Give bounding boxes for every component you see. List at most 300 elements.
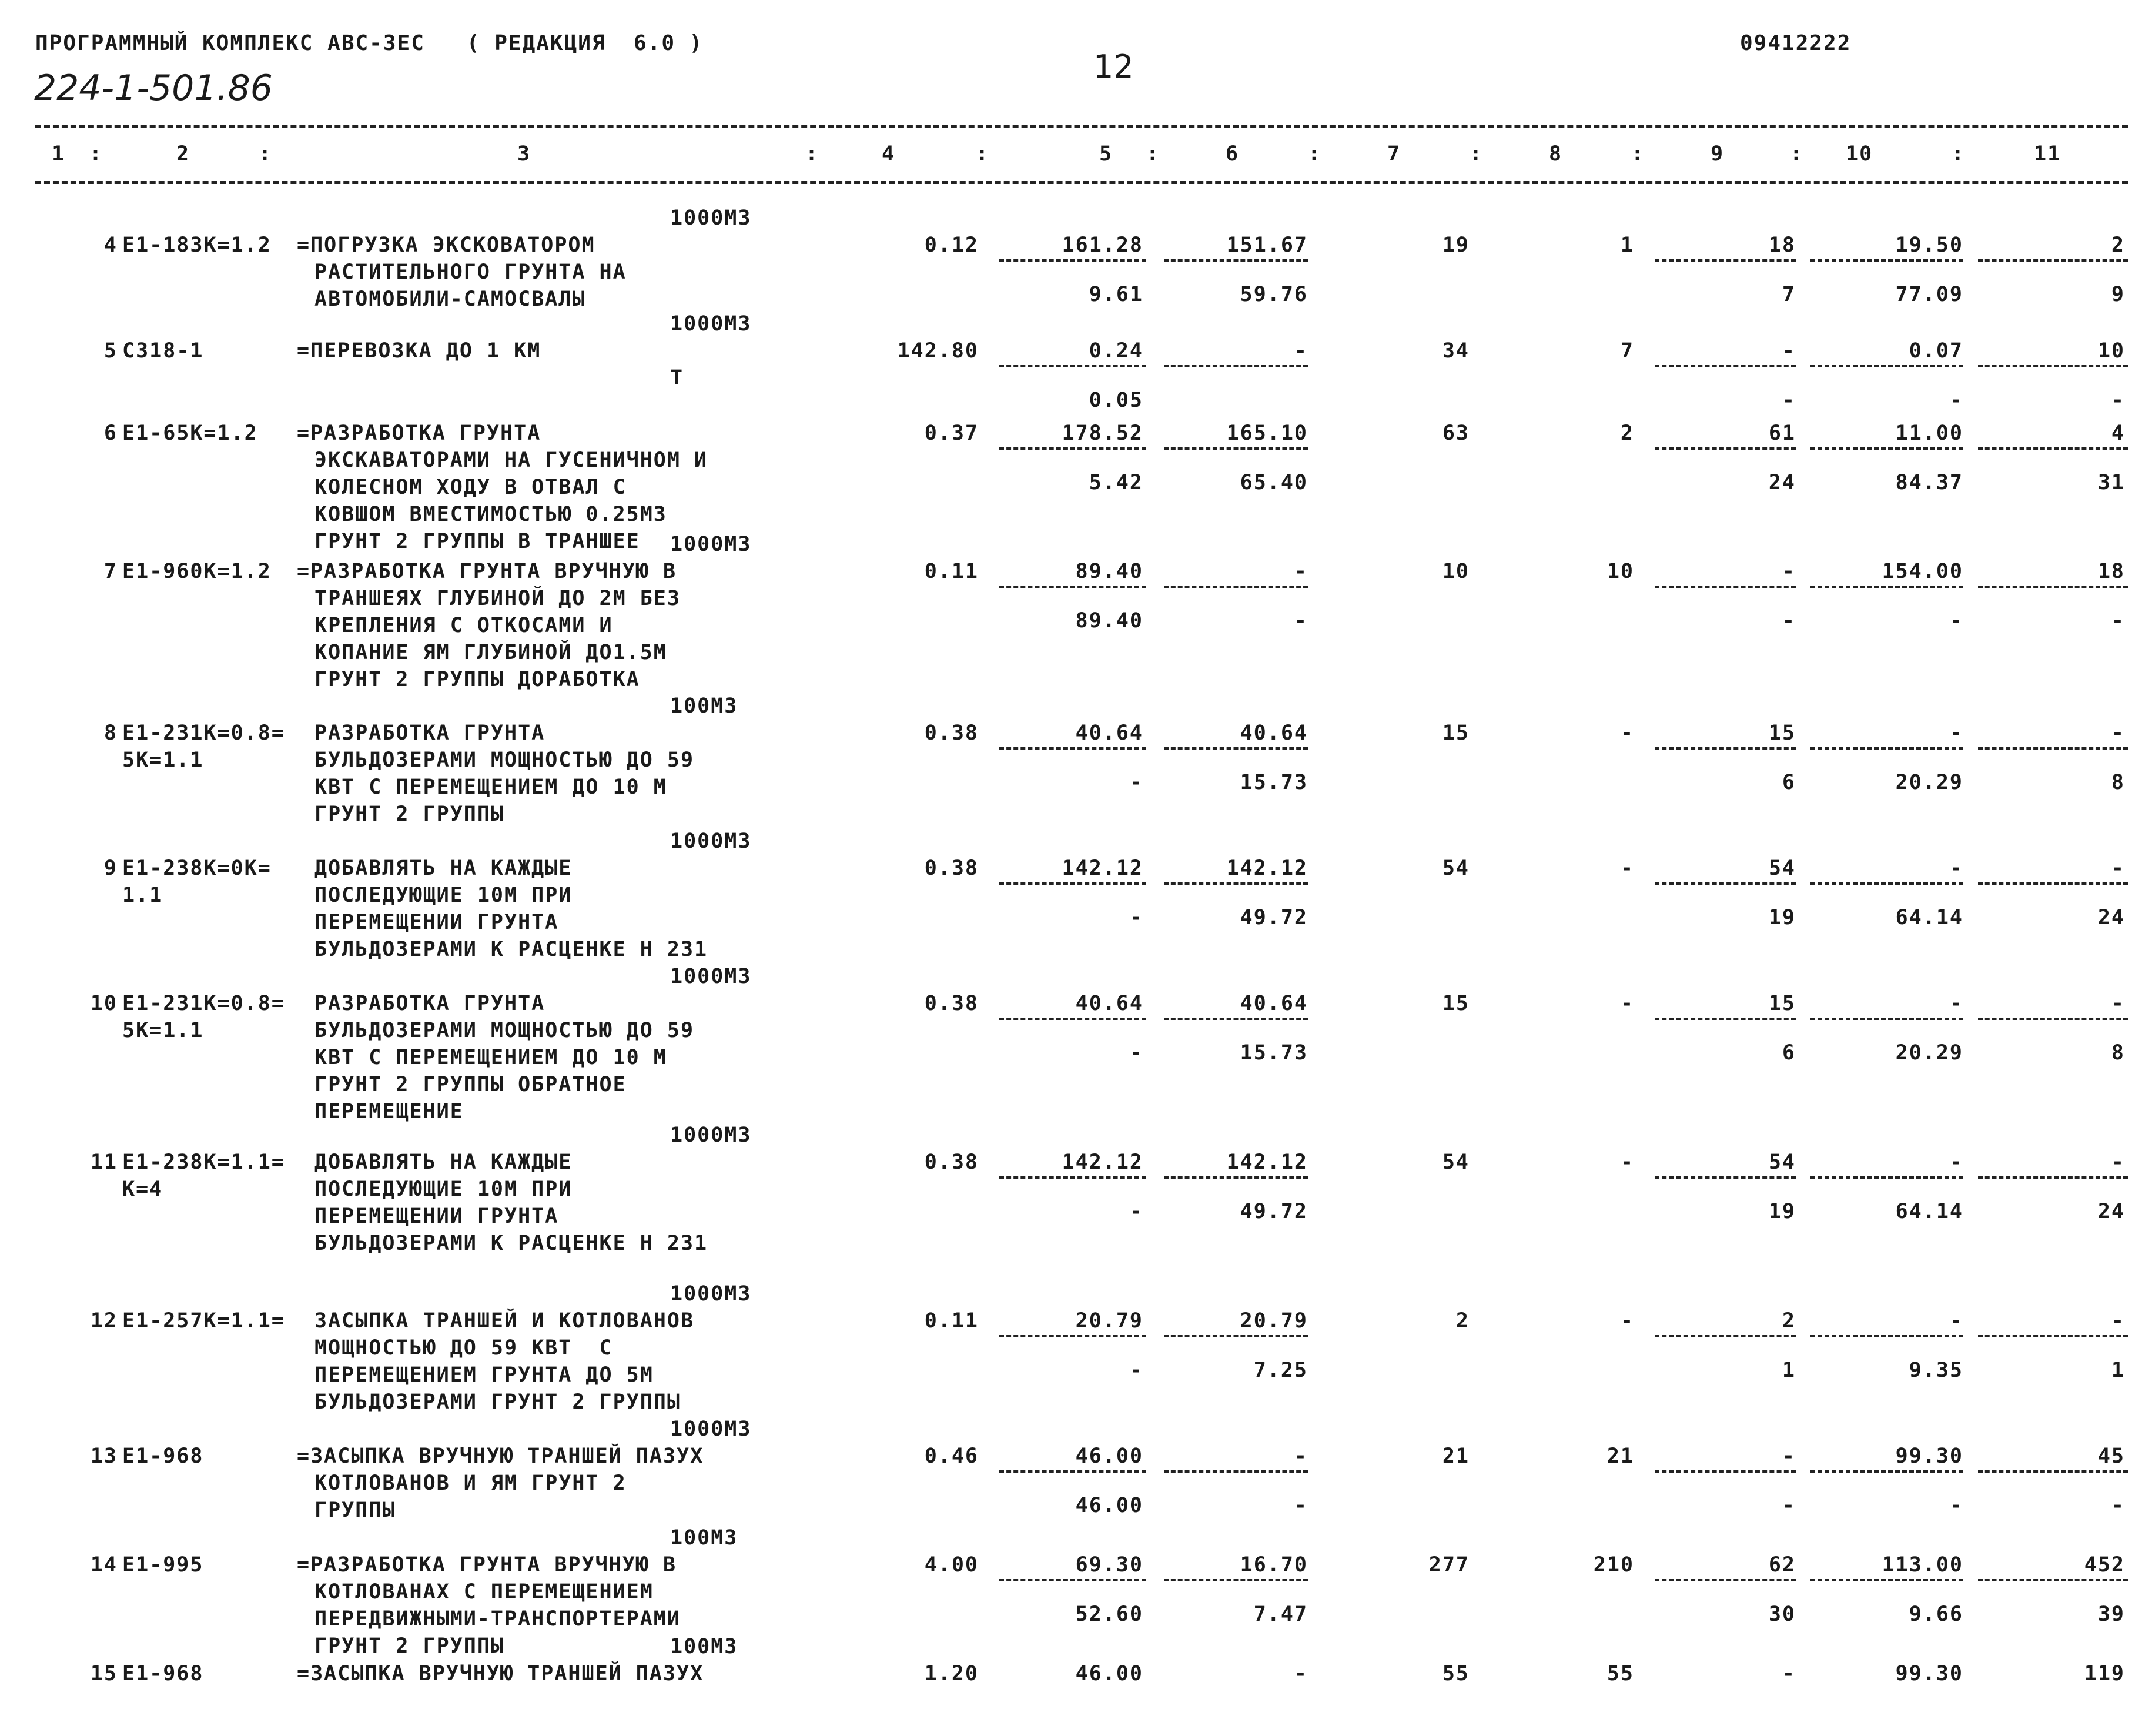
cost-unit-total: 178.52 bbox=[1062, 422, 1143, 445]
col7-value: 34 bbox=[1442, 339, 1470, 363]
col-sep: : bbox=[259, 142, 273, 166]
col7-value: 15 bbox=[1442, 721, 1470, 745]
col-header-3: 3 bbox=[517, 142, 531, 166]
col10-value: - bbox=[1949, 857, 1963, 880]
cost-unit-machine-wages: 7.47 bbox=[1253, 1603, 1308, 1626]
cost-unit-machines: - bbox=[1294, 339, 1308, 363]
value-separator bbox=[1978, 747, 2128, 750]
unit-label: 1000М3 bbox=[670, 829, 752, 853]
value-separator bbox=[1810, 447, 1963, 450]
col7-value: 15 bbox=[1442, 992, 1470, 1015]
col-sep: : bbox=[1790, 142, 1804, 166]
value-separator bbox=[1164, 586, 1308, 588]
value-separator bbox=[999, 1470, 1146, 1473]
col9-value: 61 bbox=[1768, 422, 1796, 445]
work-description-line: ГРУППЫ bbox=[314, 1498, 396, 1522]
work-description-line: КОТЛОВАНОВ И ЯМ ГРУНТ 2 bbox=[314, 1471, 627, 1495]
value-separator bbox=[1810, 1579, 1963, 1581]
col9-lower-value: 30 bbox=[1768, 1603, 1796, 1626]
unit-label: 1000М3 bbox=[670, 1123, 752, 1147]
value-separator bbox=[1810, 1176, 1963, 1179]
value-separator bbox=[1810, 747, 1963, 750]
col10-lower-value: 64.14 bbox=[1895, 906, 1963, 929]
work-description-line: ПЕРЕМЕЩЕНИИ ГРУНТА bbox=[314, 1205, 559, 1228]
cost-unit-wages: 0.05 bbox=[1089, 389, 1143, 412]
cost-unit-wages: - bbox=[1129, 1041, 1143, 1065]
col10-lower-value: 84.37 bbox=[1895, 471, 1963, 494]
col10-value: - bbox=[1949, 1309, 1963, 1333]
unit-label: 1000М3 bbox=[670, 312, 752, 336]
norm-code-continued: 5К=1.1 bbox=[122, 748, 204, 772]
col7-value: 54 bbox=[1442, 857, 1470, 880]
norm-code: Е1-968 bbox=[122, 1662, 204, 1685]
unit-label: 100М3 bbox=[670, 1635, 738, 1658]
work-description-line: РАЗРАБОТКА ГРУНТА bbox=[314, 721, 545, 745]
work-description-line: БУЛЬДОЗЕРАМИ МОЩНОСТЬЮ ДО 59 bbox=[314, 748, 695, 772]
program-title: ПРОГРАММНЫЙ КОМПЛЕКС АВС-3ЕС ( РЕДАКЦИЯ 6.0 ) bbox=[35, 31, 704, 55]
row-number: 10 bbox=[90, 992, 118, 1015]
col11-lower-value: 1 bbox=[2111, 1359, 2125, 1382]
col7-value: 19 bbox=[1442, 233, 1470, 257]
work-description-line: ПОСЛЕДУЮЩИЕ 10М ПРИ bbox=[314, 884, 573, 907]
col11-lower-value: 39 bbox=[2097, 1603, 2125, 1626]
work-description-line: ПЕРЕМЕЩЕНИЕ bbox=[314, 1100, 464, 1123]
value-separator bbox=[1810, 365, 1963, 367]
work-description-line: КОВШОМ ВМЕСТИМОСТЬЮ 0.25М3 bbox=[314, 503, 667, 526]
work-description-line: БУЛЬДОЗЕРАМИ МОЩНОСТЬЮ ДО 59 bbox=[314, 1019, 695, 1042]
col10-value: - bbox=[1949, 1150, 1963, 1174]
work-description-line: ГРУНТ 2 ГРУППЫ bbox=[314, 1634, 505, 1658]
work-description-line: ГРУНТ 2 ГРУППЫ В ТРАНШЕЕ bbox=[314, 530, 640, 553]
col10-value: 113.00 bbox=[1882, 1553, 1963, 1577]
work-description-line: МОЩНОСТЬЮ ДО 59 КВТ С bbox=[314, 1336, 613, 1360]
cost-unit-total: 69.30 bbox=[1075, 1553, 1143, 1577]
col8-value: - bbox=[1620, 857, 1634, 880]
cost-unit-machines: - bbox=[1294, 1444, 1308, 1468]
col11-value: 18 bbox=[2097, 560, 2125, 583]
col11-lower-value: - bbox=[2111, 389, 2125, 412]
col9-lower-value: 19 bbox=[1768, 1200, 1796, 1223]
col8-value: - bbox=[1620, 1150, 1634, 1174]
col9-value: 54 bbox=[1768, 1150, 1796, 1174]
row-number: 11 bbox=[90, 1150, 118, 1174]
work-description-line: ЗАСЫПКА ТРАНШЕЙ И КОТЛОВАНОВ bbox=[314, 1309, 695, 1333]
col11-value: - bbox=[2111, 857, 2125, 880]
cost-unit-machines: 142.12 bbox=[1226, 1150, 1308, 1174]
work-description-line: =ЗАСЫПКА ВРУЧНУЮ ТРАНШЕЙ ПАЗУХ bbox=[297, 1444, 704, 1468]
value-separator bbox=[999, 1579, 1146, 1581]
value-separator bbox=[999, 365, 1146, 367]
col10-value: 19.50 bbox=[1895, 233, 1963, 257]
norm-code: Е1-238К=0К= bbox=[122, 857, 272, 880]
col11-value: 119 bbox=[2084, 1662, 2125, 1685]
work-description-line: ПЕРЕДВИЖНЫМИ-ТРАНСПОРТЕРАМИ bbox=[314, 1607, 681, 1631]
norm-code: Е1-238К=1.1= bbox=[122, 1150, 285, 1174]
col11-value: 4 bbox=[2111, 422, 2125, 445]
col-header-10: 10 bbox=[1846, 142, 1873, 166]
col10-lower-value: 77.09 bbox=[1895, 283, 1963, 306]
work-description-line: РАЗРАБОТКА ГРУНТА bbox=[314, 992, 545, 1015]
col11-lower-value: 8 bbox=[2111, 1041, 2125, 1065]
work-description-line: ТРАНШЕЯХ ГЛУБИНОЙ ДО 2М БЕЗ bbox=[314, 587, 681, 610]
col10-lower-value: 9.35 bbox=[1909, 1359, 1963, 1382]
value-separator bbox=[1164, 447, 1308, 450]
row-number: 14 bbox=[90, 1553, 118, 1577]
col9-value: 18 bbox=[1768, 233, 1796, 257]
col10-value: 0.07 bbox=[1909, 339, 1963, 363]
work-description-line: ГРУНТ 2 ГРУППЫ bbox=[314, 802, 505, 826]
cost-unit-machine-wages: 15.73 bbox=[1240, 771, 1308, 794]
cost-unit-machines: 40.64 bbox=[1240, 992, 1308, 1015]
col-sep: : bbox=[1952, 142, 1966, 166]
header-rule-top bbox=[35, 125, 2128, 128]
value-separator bbox=[1164, 747, 1308, 750]
value-separator bbox=[1164, 882, 1308, 885]
value-separator bbox=[999, 1335, 1146, 1337]
cost-unit-wages: 5.42 bbox=[1089, 471, 1143, 494]
col7-value: 277 bbox=[1428, 1553, 1470, 1577]
col10-lower-value: 9.66 bbox=[1909, 1603, 1963, 1626]
norm-code: Е1-257К=1.1= bbox=[122, 1309, 285, 1333]
col8-value: 10 bbox=[1607, 560, 1634, 583]
value-separator bbox=[999, 1176, 1146, 1179]
col11-lower-value: 8 bbox=[2111, 771, 2125, 794]
work-description-line: ДОБАВЛЯТЬ НА КАЖДЫЕ bbox=[314, 1150, 573, 1174]
unit-label: 1000М3 bbox=[670, 1282, 752, 1306]
col10-value: - bbox=[1949, 721, 1963, 745]
row-number: 12 bbox=[90, 1309, 118, 1333]
quantity-value: 142.80 bbox=[897, 339, 979, 363]
unit-label: Т bbox=[670, 366, 684, 390]
col7-value: 10 bbox=[1442, 560, 1470, 583]
value-separator bbox=[1164, 259, 1308, 262]
col-header-7: 7 bbox=[1387, 142, 1401, 166]
col8-value: 210 bbox=[1593, 1553, 1634, 1577]
col11-value: - bbox=[2111, 992, 2125, 1015]
unit-label: 100М3 bbox=[670, 1526, 738, 1550]
value-separator bbox=[999, 1018, 1146, 1020]
col9-value: - bbox=[1782, 339, 1796, 363]
cost-unit-wages: - bbox=[1129, 906, 1143, 929]
row-number: 7 bbox=[103, 560, 118, 583]
work-description-line: ПЕРЕМЕЩЕНИЕМ ГРУНТА ДО 5М bbox=[314, 1363, 654, 1387]
cost-unit-total: 40.64 bbox=[1075, 721, 1143, 745]
col7-value: 55 bbox=[1442, 1662, 1470, 1685]
col9-value: 54 bbox=[1768, 857, 1796, 880]
col11-value: - bbox=[2111, 1150, 2125, 1174]
page-number: 12 bbox=[1093, 48, 1134, 85]
value-separator bbox=[1164, 1335, 1308, 1337]
work-description-line: КВТ С ПЕРЕМЕЩЕНИЕМ ДО 10 М bbox=[314, 1046, 667, 1069]
cost-unit-wages: 89.40 bbox=[1075, 609, 1143, 633]
col11-value: 2 bbox=[2111, 233, 2125, 257]
col9-lower-value: - bbox=[1782, 609, 1796, 633]
value-separator bbox=[1655, 365, 1796, 367]
value-separator bbox=[1978, 365, 2128, 367]
col11-lower-value: 24 bbox=[2097, 1200, 2125, 1223]
value-separator bbox=[1810, 882, 1963, 885]
work-description-line: ЭКСКАВАТОРАМИ НА ГУСЕНИЧНОМ И bbox=[314, 449, 708, 472]
value-separator bbox=[1978, 1018, 2128, 1020]
cost-unit-machine-wages: - bbox=[1294, 609, 1308, 633]
value-separator bbox=[1978, 259, 2128, 262]
work-description-line: =РАЗРАБОТКА ГРУНТА bbox=[297, 422, 541, 445]
value-separator bbox=[1978, 1579, 2128, 1581]
quantity-value: 0.38 bbox=[924, 721, 979, 745]
norm-code: Е1-231К=0.8= bbox=[122, 992, 285, 1015]
work-description-line: КРЕПЛЕНИЯ С ОТКОСАМИ И bbox=[314, 614, 613, 637]
col10-value: - bbox=[1949, 992, 1963, 1015]
quantity-value: 0.46 bbox=[924, 1444, 979, 1468]
value-separator bbox=[1978, 447, 2128, 450]
cost-unit-machines: 20.79 bbox=[1240, 1309, 1308, 1333]
col8-value: 55 bbox=[1607, 1662, 1634, 1685]
col-header-2: 2 bbox=[176, 142, 190, 166]
col8-value: 2 bbox=[1620, 422, 1634, 445]
col11-lower-value: 9 bbox=[2111, 283, 2125, 306]
col9-lower-value: 6 bbox=[1782, 771, 1796, 794]
norm-code-continued: 5К=1.1 bbox=[122, 1019, 204, 1042]
value-separator bbox=[1655, 447, 1796, 450]
col9-lower-value: 6 bbox=[1782, 1041, 1796, 1065]
col8-value: - bbox=[1620, 992, 1634, 1015]
value-separator bbox=[1810, 1018, 1963, 1020]
col-header-11: 11 bbox=[2034, 142, 2061, 166]
cost-unit-machines: 16.70 bbox=[1240, 1553, 1308, 1577]
cost-unit-wages: 46.00 bbox=[1075, 1494, 1143, 1517]
work-description-line: =РАЗРАБОТКА ГРУНТА ВРУЧНУЮ В bbox=[297, 1553, 677, 1577]
work-description-line: =ПЕРЕВОЗКА ДО 1 КМ bbox=[297, 339, 541, 363]
cost-unit-machines: - bbox=[1294, 1662, 1308, 1685]
col-sep: : bbox=[1146, 142, 1160, 166]
col-header-1: 1 bbox=[52, 142, 66, 166]
work-description-line: БУЛЬДОЗЕРАМИ ГРУНТ 2 ГРУППЫ bbox=[314, 1390, 681, 1414]
value-separator bbox=[1655, 259, 1796, 262]
col11-value: 452 bbox=[2084, 1553, 2125, 1577]
cost-unit-machines: - bbox=[1294, 560, 1308, 583]
col7-value: 54 bbox=[1442, 1150, 1470, 1174]
quantity-value: 0.11 bbox=[924, 1309, 979, 1333]
col10-value: 154.00 bbox=[1882, 560, 1963, 583]
col-sep: : bbox=[805, 142, 819, 166]
cost-unit-wages: - bbox=[1129, 1359, 1143, 1382]
value-separator bbox=[1164, 1579, 1308, 1581]
norm-code: Е1-995 bbox=[122, 1553, 204, 1577]
value-separator bbox=[1164, 365, 1308, 367]
col9-lower-value: 24 bbox=[1768, 471, 1796, 494]
value-separator bbox=[1164, 1470, 1308, 1473]
work-description-line: КОПАНИЕ ЯМ ГЛУБИНОЙ ДО1.5М bbox=[314, 641, 667, 664]
col8-value: 21 bbox=[1607, 1444, 1634, 1468]
col8-value: 7 bbox=[1620, 339, 1634, 363]
cost-unit-machine-wages: 7.25 bbox=[1253, 1359, 1308, 1382]
col9-lower-value: - bbox=[1782, 389, 1796, 412]
norm-code-continued: К=4 bbox=[122, 1178, 163, 1201]
col11-value: 45 bbox=[2097, 1444, 2125, 1468]
value-separator bbox=[1655, 1470, 1796, 1473]
row-number: 13 bbox=[90, 1444, 118, 1468]
norm-code: Е1-231К=0.8= bbox=[122, 721, 285, 745]
value-separator bbox=[1655, 1018, 1796, 1020]
col11-lower-value: 24 bbox=[2097, 906, 2125, 929]
value-separator bbox=[999, 747, 1146, 750]
value-separator bbox=[1655, 1579, 1796, 1581]
norm-code: Е1-968 bbox=[122, 1444, 204, 1468]
col8-value: - bbox=[1620, 1309, 1634, 1333]
document-id: 09412222 bbox=[1740, 31, 1852, 55]
value-separator bbox=[999, 259, 1146, 262]
cost-unit-wages: - bbox=[1129, 771, 1143, 794]
value-separator bbox=[1810, 1470, 1963, 1473]
col-header-8: 8 bbox=[1549, 142, 1563, 166]
work-description-line: =ЗАСЫПКА ВРУЧНУЮ ТРАНШЕЙ ПАЗУХ bbox=[297, 1662, 704, 1685]
col9-value: - bbox=[1782, 1444, 1796, 1468]
value-separator bbox=[1655, 1335, 1796, 1337]
row-number: 9 bbox=[103, 857, 118, 880]
row-number: 6 bbox=[103, 422, 118, 445]
work-description-line: КОЛЕСНОМ ХОДУ В ОТВАЛ С bbox=[314, 476, 627, 499]
col9-value: 15 bbox=[1768, 992, 1796, 1015]
col8-value: - bbox=[1620, 721, 1634, 745]
col7-value: 63 bbox=[1442, 422, 1470, 445]
col-sep: : bbox=[1470, 142, 1484, 166]
value-separator bbox=[1655, 1176, 1796, 1179]
work-description-line: АВТОМОБИЛИ-САМОСВАЛЫ bbox=[314, 287, 586, 311]
value-separator bbox=[999, 586, 1146, 588]
value-separator bbox=[1810, 1335, 1963, 1337]
col-sep: : bbox=[976, 142, 990, 166]
quantity-value: 0.12 bbox=[924, 233, 979, 257]
col8-value: 1 bbox=[1620, 233, 1634, 257]
row-number: 8 bbox=[103, 721, 118, 745]
unit-label: 1000М3 bbox=[670, 1417, 752, 1441]
value-separator bbox=[1655, 747, 1796, 750]
col9-value: - bbox=[1782, 1662, 1796, 1685]
col10-lower-value: 64.14 bbox=[1895, 1200, 1963, 1223]
col-header-9: 9 bbox=[1711, 142, 1725, 166]
quantity-value: 0.11 bbox=[924, 560, 979, 583]
col10-lower-value: 20.29 bbox=[1895, 1041, 1963, 1065]
cost-unit-machine-wages: - bbox=[1294, 1494, 1308, 1517]
quantity-value: 4.00 bbox=[924, 1553, 979, 1577]
row-number: 15 bbox=[90, 1662, 118, 1685]
col-sep: : bbox=[89, 142, 103, 166]
col11-lower-value: - bbox=[2111, 1494, 2125, 1517]
quantity-value: 0.37 bbox=[924, 422, 979, 445]
cost-unit-wages: 52.60 bbox=[1075, 1603, 1143, 1626]
header-rule-bottom bbox=[35, 181, 2128, 184]
quantity-value: 0.38 bbox=[924, 1150, 979, 1174]
col-sep: : bbox=[1631, 142, 1645, 166]
work-description-line: ГРУНТ 2 ГРУППЫ ДОРАБОТКА bbox=[314, 668, 640, 691]
value-separator bbox=[1978, 586, 2128, 588]
value-separator bbox=[1810, 586, 1963, 588]
value-separator bbox=[1655, 586, 1796, 588]
cost-unit-wages: - bbox=[1129, 1200, 1143, 1223]
quantity-value: 1.20 bbox=[924, 1662, 979, 1685]
cost-unit-total: 142.12 bbox=[1062, 857, 1143, 880]
cost-unit-wages: 9.61 bbox=[1089, 283, 1143, 306]
col-header-4: 4 bbox=[882, 142, 896, 166]
col-header-5: 5 bbox=[1099, 142, 1113, 166]
col-sep: : bbox=[1308, 142, 1322, 166]
norm-code: Е1-65К=1.2 bbox=[122, 422, 258, 445]
cost-unit-total: 46.00 bbox=[1075, 1662, 1143, 1685]
col7-value: 21 bbox=[1442, 1444, 1470, 1468]
work-description-line: ГРУНТ 2 ГРУППЫ ОБРАТНОЕ bbox=[314, 1073, 627, 1096]
handwritten-code: 224-1-501.86 bbox=[34, 68, 273, 109]
cost-unit-machine-wages: 59.76 bbox=[1240, 283, 1308, 306]
cost-unit-machines: 165.10 bbox=[1226, 422, 1308, 445]
col-header-6: 6 bbox=[1226, 142, 1240, 166]
cost-unit-total: 40.64 bbox=[1075, 992, 1143, 1015]
work-description-line: ПЕРЕМЕЩЕНИИ ГРУНТА bbox=[314, 911, 559, 934]
cost-unit-total: 142.12 bbox=[1062, 1150, 1143, 1174]
row-number: 5 bbox=[103, 339, 118, 363]
col11-value: - bbox=[2111, 721, 2125, 745]
col10-value: 99.30 bbox=[1895, 1444, 1963, 1468]
cost-unit-machines: 40.64 bbox=[1240, 721, 1308, 745]
work-description-line: РАСТИТЕЛЬНОГО ГРУНТА НА bbox=[314, 260, 627, 284]
row-number: 4 bbox=[103, 233, 118, 257]
cost-unit-machine-wages: 15.73 bbox=[1240, 1041, 1308, 1065]
cost-unit-machine-wages: 65.40 bbox=[1240, 471, 1308, 494]
unit-label: 1000М3 bbox=[670, 533, 752, 556]
cost-unit-total: 0.24 bbox=[1089, 339, 1143, 363]
norm-code: Е1-183К=1.2 bbox=[122, 233, 272, 257]
col10-lower-value: - bbox=[1949, 609, 1963, 633]
col9-lower-value: 19 bbox=[1768, 906, 1796, 929]
cost-unit-total: 46.00 bbox=[1075, 1444, 1143, 1468]
work-description-line: ПОСЛЕДУЮЩИЕ 10М ПРИ bbox=[314, 1178, 573, 1201]
cost-unit-machines: 142.12 bbox=[1226, 857, 1308, 880]
col10-value: 11.00 bbox=[1895, 422, 1963, 445]
work-description-line: =РАЗРАБОТКА ГРУНТА ВРУЧНУЮ В bbox=[297, 560, 677, 583]
value-separator bbox=[1978, 882, 2128, 885]
work-description-line: БУЛЬДОЗЕРАМИ К РАСЦЕНКЕ Н 231 bbox=[314, 938, 708, 961]
value-separator bbox=[999, 882, 1146, 885]
cost-unit-total: 20.79 bbox=[1075, 1309, 1143, 1333]
work-description-line: =ПОГРУЗКА ЭКСКОВАТОРОМ bbox=[297, 233, 595, 257]
norm-code: С318-1 bbox=[122, 339, 204, 363]
col11-lower-value: 31 bbox=[2097, 471, 2125, 494]
cost-unit-total: 161.28 bbox=[1062, 233, 1143, 257]
col9-value: 2 bbox=[1782, 1309, 1796, 1333]
unit-label: 1000М3 bbox=[670, 206, 752, 230]
quantity-value: 0.38 bbox=[924, 992, 979, 1015]
cost-unit-machine-wages: 49.72 bbox=[1240, 906, 1308, 929]
value-separator bbox=[999, 447, 1146, 450]
col9-value: - bbox=[1782, 560, 1796, 583]
col10-lower-value: - bbox=[1949, 389, 1963, 412]
col9-lower-value: 1 bbox=[1782, 1359, 1796, 1382]
value-separator bbox=[1978, 1176, 2128, 1179]
work-description-line: БУЛЬДОЗЕРАМИ К РАСЦЕНКЕ Н 231 bbox=[314, 1232, 708, 1255]
unit-label: 1000М3 bbox=[670, 965, 752, 988]
value-separator bbox=[1978, 1470, 2128, 1473]
norm-code: Е1-960К=1.2 bbox=[122, 560, 272, 583]
col9-lower-value: 7 bbox=[1782, 283, 1796, 306]
work-description-line: КВТ С ПЕРЕМЕЩЕНИЕМ ДО 10 М bbox=[314, 775, 667, 799]
value-separator bbox=[1810, 259, 1963, 262]
quantity-value: 0.38 bbox=[924, 857, 979, 880]
norm-code-continued: 1.1 bbox=[122, 884, 163, 907]
value-separator bbox=[1978, 1335, 2128, 1337]
col10-lower-value: - bbox=[1949, 1494, 1963, 1517]
col9-value: 62 bbox=[1768, 1553, 1796, 1577]
work-description-line: ДОБАВЛЯТЬ НА КАЖДЫЕ bbox=[314, 857, 573, 880]
col9-lower-value: - bbox=[1782, 1494, 1796, 1517]
